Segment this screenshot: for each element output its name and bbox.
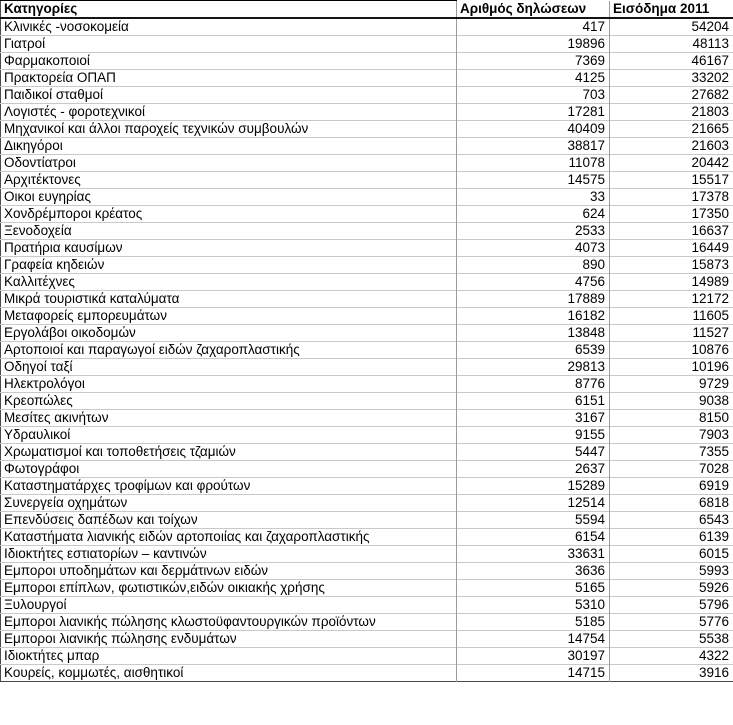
header-row (1, 1, 733, 19)
category-cell: Μηχανικοί και άλλοι παροχείς τεχνικών συμβουλών (1, 121, 457, 138)
table-row (1, 53, 733, 70)
income-cell: 7028 (610, 461, 733, 478)
declarations-cell: 5185 (457, 614, 610, 631)
table-row (1, 257, 733, 274)
declarations-cell: 17281 (457, 104, 610, 121)
income-cell: 5926 (610, 580, 733, 597)
income-cell: 15873 (610, 257, 733, 274)
category-cell: Ξενοδοχεία (1, 223, 457, 240)
category-cell: Αρχιτέκτονες (1, 172, 457, 189)
income-cell: 5538 (610, 631, 733, 648)
income-cell: 54204 (610, 18, 733, 36)
income-cell: 15517 (610, 172, 733, 189)
category-cell: Χονδρέμποροι κρέατος (1, 206, 457, 223)
income-cell: 46167 (610, 53, 733, 70)
income-cell: 4322 (610, 648, 733, 665)
declarations-cell: 4125 (457, 70, 610, 87)
category-cell: Ηλεκτρολόγοι (1, 376, 457, 393)
income-cell: 10876 (610, 342, 733, 359)
table-header (1, 1, 733, 19)
declarations-cell: 6151 (457, 393, 610, 410)
declarations-cell: 30197 (457, 648, 610, 665)
income-cell: 9038 (610, 393, 733, 410)
income-cell: 6919 (610, 478, 733, 495)
category-cell: Λογιστές - φοροτεχνικοί (1, 104, 457, 121)
table-body (1, 18, 733, 682)
table-row (1, 461, 733, 478)
table-row (1, 512, 733, 529)
declarations-cell: 8776 (457, 376, 610, 393)
category-cell: Εμποροι λιανικής πώλησης κλωστοϋφαντουργικών προϊόντων (1, 614, 457, 631)
declarations-cell: 14754 (457, 631, 610, 648)
table-row (1, 36, 733, 53)
declarations-cell: 38817 (457, 138, 610, 155)
declarations-cell: 33631 (457, 546, 610, 563)
category-cell: Μεσίτες ακινήτων (1, 410, 457, 427)
category-cell: Εμποροι επίπλων, φωτιστικών,ειδών οικιακής χρήσης (1, 580, 457, 597)
category-cell: Οικοι ευγηρίας (1, 189, 457, 206)
income-cell: 11527 (610, 325, 733, 342)
income-cell: 48113 (610, 36, 733, 53)
declarations-cell: 12514 (457, 495, 610, 512)
declarations-cell: 40409 (457, 121, 610, 138)
declarations-cell: 890 (457, 257, 610, 274)
income-cell: 7355 (610, 444, 733, 461)
category-cell: Κλινικές -νοσοκομεία (1, 18, 457, 36)
income-cell: 12172 (610, 291, 733, 308)
category-cell: Μικρά τουριστικά καταλύματα (1, 291, 457, 308)
category-cell: Καταστήματα λιανικής ειδών αρτοποιίας και ζαχαροπλαστικής (1, 529, 457, 546)
table-row (1, 529, 733, 546)
income-cell: 11605 (610, 308, 733, 325)
income-cell: 9729 (610, 376, 733, 393)
table-row (1, 223, 733, 240)
income-cell: 16637 (610, 223, 733, 240)
declarations-cell: 3636 (457, 563, 610, 580)
table-row (1, 155, 733, 172)
declarations-cell: 5594 (457, 512, 610, 529)
table-row (1, 189, 733, 206)
table-row (1, 104, 733, 121)
category-cell: Φωτογράφοι (1, 461, 457, 478)
table-row (1, 410, 733, 427)
category-cell: Εμποροι υποδημάτων και δερμάτινων ειδών (1, 563, 457, 580)
table-row (1, 172, 733, 189)
category-cell: Υδραυλικοί (1, 427, 457, 444)
declarations-cell: 14575 (457, 172, 610, 189)
category-cell: Παιδικοί σταθμοί (1, 87, 457, 104)
declarations-cell: 2533 (457, 223, 610, 240)
table-row (1, 240, 733, 257)
declarations-cell: 5165 (457, 580, 610, 597)
declarations-cell: 9155 (457, 427, 610, 444)
table-row (1, 121, 733, 138)
category-cell: Επενδύσεις δαπέδων και τοίχων (1, 512, 457, 529)
table-row (1, 376, 733, 393)
category-cell: Αρτοποιοί και παραγωγοί ειδών ζαχαροπλαστικής (1, 342, 457, 359)
table-row (1, 308, 733, 325)
header-income: Εισόδημα 2011 (610, 1, 733, 19)
table-row (1, 478, 733, 495)
declarations-cell: 33 (457, 189, 610, 206)
table-row (1, 495, 733, 512)
category-cell: Πρατήρια καυσίμων (1, 240, 457, 257)
table-row (1, 444, 733, 461)
income-cell: 17378 (610, 189, 733, 206)
table-row (1, 359, 733, 376)
category-cell: Κουρείς, κομμωτές, αισθητικοί (1, 665, 457, 682)
table-row (1, 597, 733, 614)
declarations-cell: 417 (457, 18, 610, 36)
category-cell: Ιδιοκτήτες εστιατορίων – καντινών (1, 546, 457, 563)
income-cell: 21803 (610, 104, 733, 121)
category-cell: Χρωματισμοί και τοποθετήσεις τζαμιών (1, 444, 457, 461)
table-row (1, 70, 733, 87)
table-row (1, 614, 733, 631)
declarations-cell: 6539 (457, 342, 610, 359)
declarations-cell: 11078 (457, 155, 610, 172)
income-cell: 5993 (610, 563, 733, 580)
declarations-cell: 15289 (457, 478, 610, 495)
declarations-cell: 703 (457, 87, 610, 104)
declarations-cell: 16182 (457, 308, 610, 325)
category-cell: Φαρμακοποιοί (1, 53, 457, 70)
income-cell: 6818 (610, 495, 733, 512)
table-row (1, 546, 733, 563)
header-declarations: Αριθμός δηλώσεων (457, 1, 610, 19)
income-cell: 21665 (610, 121, 733, 138)
income-cell: 5796 (610, 597, 733, 614)
income-cell: 14989 (610, 274, 733, 291)
declarations-cell: 19896 (457, 36, 610, 53)
category-cell: Συνεργεία οχημάτων (1, 495, 457, 512)
income-cell: 6015 (610, 546, 733, 563)
declarations-cell: 14715 (457, 665, 610, 682)
declarations-cell: 4073 (457, 240, 610, 257)
declarations-cell: 7369 (457, 53, 610, 70)
header-category: Κατηγορίες (1, 1, 457, 19)
income-cell: 10196 (610, 359, 733, 376)
table-row (1, 648, 733, 665)
income-cell: 17350 (610, 206, 733, 223)
income-cell: 8150 (610, 410, 733, 427)
declarations-cell: 624 (457, 206, 610, 223)
category-cell: Πρακτορεία ΟΠΑΠ (1, 70, 457, 87)
income-cell: 20442 (610, 155, 733, 172)
category-cell: Καταστηματάρχες τροφίμων και φρούτων (1, 478, 457, 495)
category-cell: Ξυλουργοί (1, 597, 457, 614)
income-cell: 7903 (610, 427, 733, 444)
declarations-cell: 5447 (457, 444, 610, 461)
income-cell: 6139 (610, 529, 733, 546)
income-cell: 6543 (610, 512, 733, 529)
table-row (1, 206, 733, 223)
income-cell: 27682 (610, 87, 733, 104)
table-row (1, 393, 733, 410)
declarations-cell: 17889 (457, 291, 610, 308)
category-cell: Καλλιτέχνες (1, 274, 457, 291)
declarations-cell: 6154 (457, 529, 610, 546)
category-cell: Οδηγοί ταξί (1, 359, 457, 376)
table-row (1, 291, 733, 308)
declarations-cell: 13848 (457, 325, 610, 342)
category-cell: Οδοντίατροι (1, 155, 457, 172)
declarations-cell: 3167 (457, 410, 610, 427)
income-cell: 16449 (610, 240, 733, 257)
table-row (1, 631, 733, 648)
income-cell: 33202 (610, 70, 733, 87)
declarations-cell: 4756 (457, 274, 610, 291)
category-cell: Γιατροί (1, 36, 457, 53)
table-row (1, 427, 733, 444)
table-row (1, 18, 733, 36)
income-cell: 3916 (610, 665, 733, 682)
category-cell: Δικηγόροι (1, 138, 457, 155)
declarations-cell: 5310 (457, 597, 610, 614)
category-cell: Μεταφορείς εμπορευμάτων (1, 308, 457, 325)
table-row (1, 342, 733, 359)
table-row (1, 563, 733, 580)
category-cell: Κρεοπώλες (1, 393, 457, 410)
income-cell: 21603 (610, 138, 733, 155)
income-cell: 5776 (610, 614, 733, 631)
table-row (1, 665, 733, 682)
declarations-cell: 2637 (457, 461, 610, 478)
category-cell: Εργολάβοι οικοδομών (1, 325, 457, 342)
table-row (1, 138, 733, 155)
table-row (1, 87, 733, 104)
table-row (1, 580, 733, 597)
category-cell: Γραφεία κηδειών (1, 257, 457, 274)
table-row (1, 274, 733, 291)
table-row (1, 325, 733, 342)
declarations-cell: 29813 (457, 359, 610, 376)
category-cell: Εμποροι λιανικής πώλησης ενδυμάτων (1, 631, 457, 648)
category-cell: Ιδιοκτήτες μπαρ (1, 648, 457, 665)
